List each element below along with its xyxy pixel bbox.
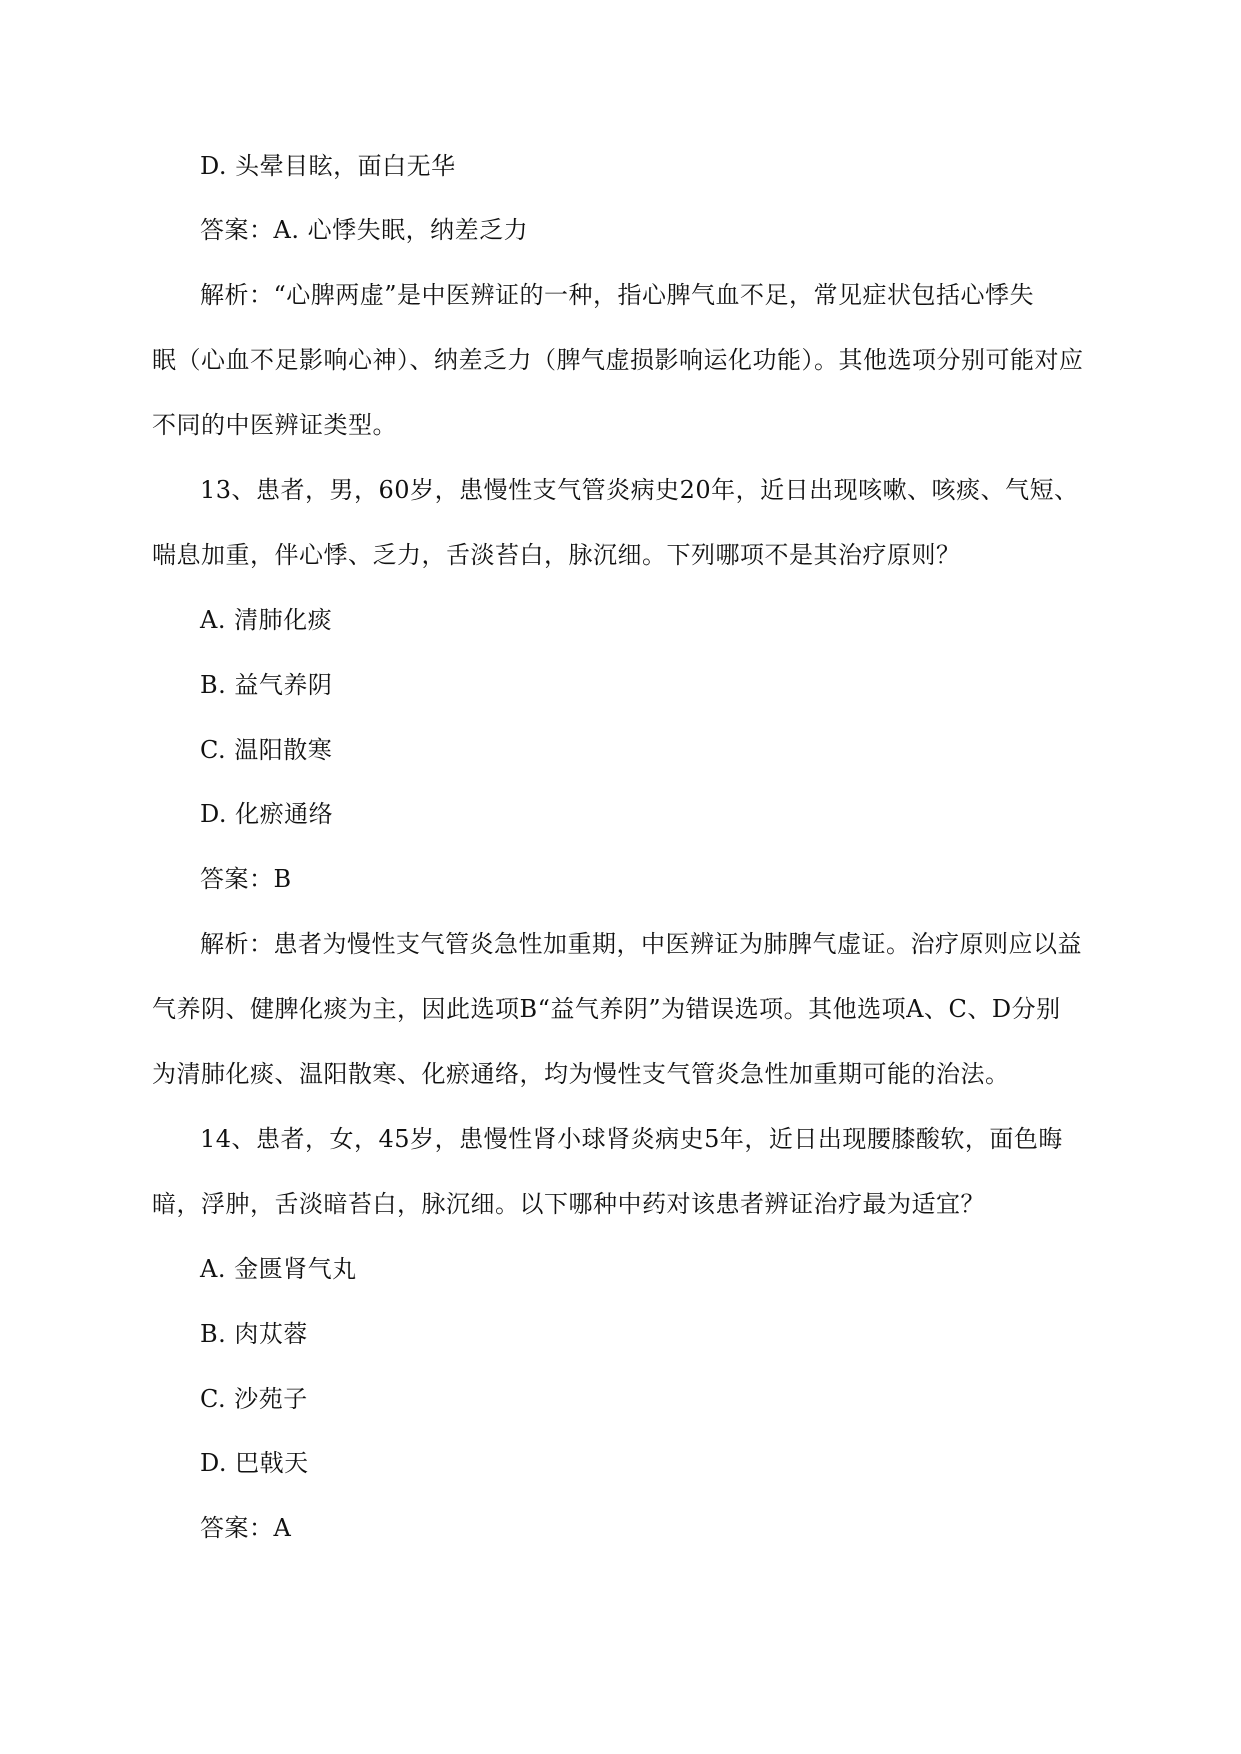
q14-stem-line-2: 暗，浮肿，舌淡暗苔白，脉沉细。以下哪种中药对该患者辨证治疗最为适宜？	[152, 1190, 985, 1218]
q13-explanation-line-3: 为清肺化痰、温阳散寒、化瘀通络，均为慢性支气管炎急性加重期可能的治法。	[152, 1060, 1010, 1088]
q12-option-d: D. 头晕目眩，面白无华	[200, 152, 456, 180]
q13-option-d: D. 化瘀通络	[200, 800, 334, 828]
q14-option-c: C. 沙苑子	[200, 1385, 308, 1413]
q13-option-c: C. 温阳散寒	[200, 736, 333, 764]
q13-answer: 答案：B	[200, 865, 292, 893]
q13-explanation-line-2: 气养阴、健脾化痰为主，因此选项B“益气养阴”为错误选项。其他选项A、C、D分别	[152, 995, 1061, 1023]
q13-explanation-line-1: 解析：患者为慢性支气管炎急性加重期，中医辨证为肺脾气虚证。治疗原则应以益	[200, 930, 1082, 958]
q13-option-b: B. 益气养阴	[200, 671, 333, 699]
q14-stem-line-1: 14、患者，女，45岁，患慢性肾小球肾炎病史5年，近日出现腰膝酸软，面色晦	[200, 1125, 1063, 1153]
q13-stem-line-1: 13、患者，男，60岁，患慢性支气管炎病史20年，近日出现咳嗽、咳痰、气短、	[200, 476, 1079, 504]
q12-explanation-line-2: 眠（心血不足影响心神）、纳差乏力（脾气虚损影响运化功能）。其他选项分别可能对应	[152, 346, 1084, 374]
q14-option-b: B. 肉苁蓉	[200, 1320, 308, 1348]
q13-option-a: A. 清肺化痰	[200, 606, 333, 634]
q14-option-d: D. 巴戟天	[200, 1449, 309, 1477]
q14-option-a: A. 金匮肾气丸	[200, 1255, 357, 1283]
q14-answer: 答案：A	[200, 1514, 292, 1542]
q12-answer: 答案：A. 心悸失眠，纳差乏力	[200, 216, 529, 244]
q12-explanation-line-3: 不同的中医辨证类型。	[152, 411, 397, 439]
q13-stem-line-2: 喘息加重，伴心悸、乏力，舌淡苔白，脉沉细。下列哪项不是其治疗原则？	[152, 541, 961, 569]
q12-explanation-line-1: 解析：“心脾两虚”是中医辨证的一种，指心脾气血不足，常见症状包括心悸失	[200, 281, 1035, 309]
